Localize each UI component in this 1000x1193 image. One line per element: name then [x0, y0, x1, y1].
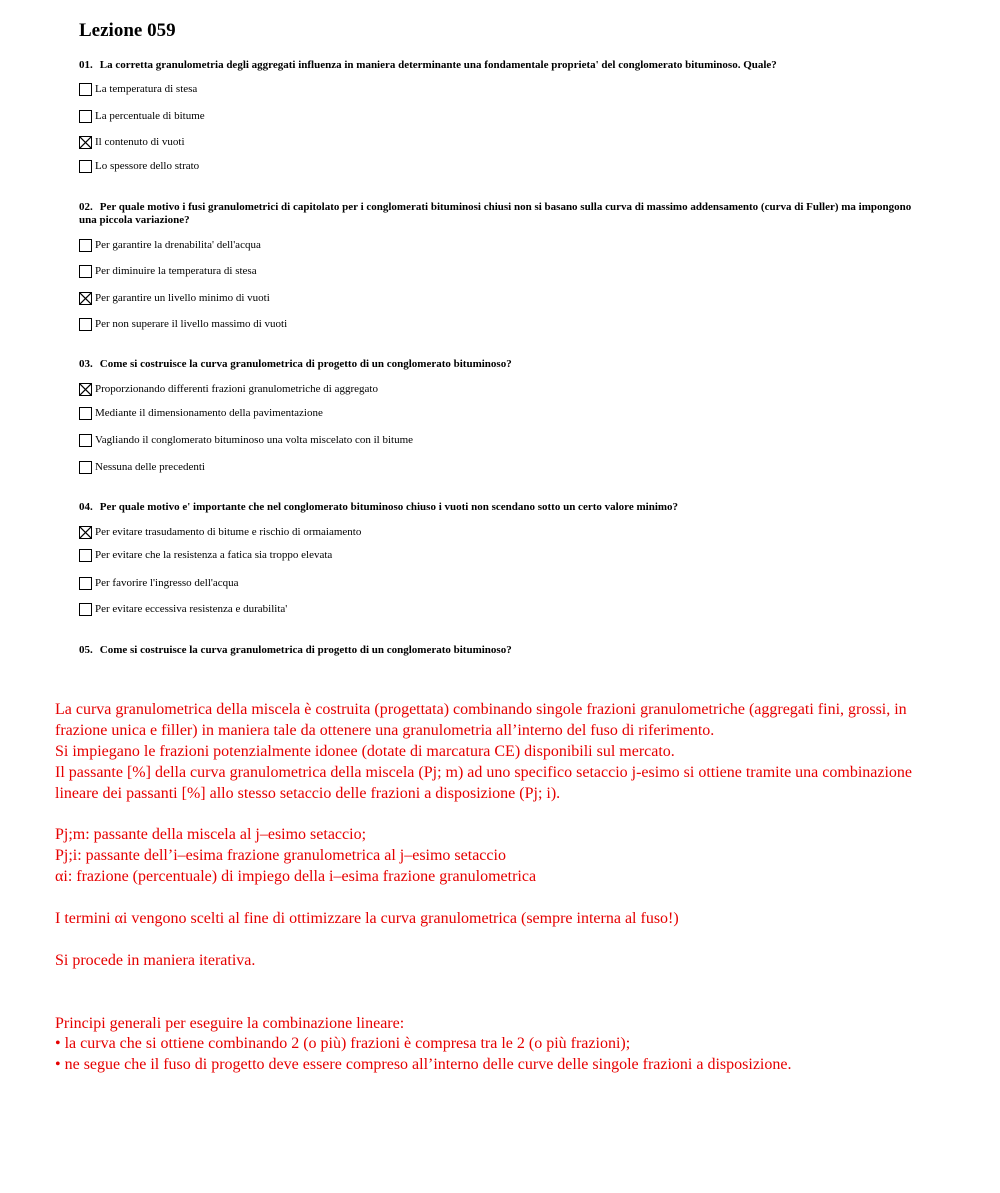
blank-line — [55, 993, 955, 1014]
option-q02-a[interactable] — [79, 237, 261, 253]
page-title: Lezione 059 — [79, 20, 176, 41]
option-label: La temperatura di stesa — [95, 83, 198, 95]
answer-block — [55, 700, 955, 1076]
option-q02-c[interactable] — [79, 290, 270, 306]
bullet-item: • ne segue che il fuso di progetto deve essere compreso all’interno delle curve delle singole frazioni a disposizione. — [55, 1056, 792, 1074]
checkbox[interactable] — [79, 160, 92, 173]
definition-line: αi: frazione (percentuale) di impiego della i–esima frazione granulometrica — [55, 868, 537, 886]
option-label: Per evitare che la resistenza a fatica sia troppo elevata — [95, 549, 333, 561]
blank-line — [55, 930, 955, 951]
question-02 — [79, 201, 914, 227]
checkbox[interactable] — [79, 383, 92, 396]
option-q04-d[interactable] — [79, 601, 287, 617]
option-q03-c[interactable] — [79, 432, 413, 448]
question-03 — [79, 358, 914, 371]
question-number: 01. — [79, 59, 93, 71]
option-label: Il contenuto di vuoti — [95, 136, 185, 148]
option-label: Per non superare il livello massimo di vuoti — [95, 318, 288, 330]
checkbox[interactable] — [79, 526, 92, 539]
checkbox[interactable] — [79, 603, 92, 616]
option-q03-a[interactable] — [79, 381, 378, 397]
option-q04-b[interactable] — [79, 547, 332, 563]
option-q01-b[interactable] — [79, 108, 205, 124]
definition-line: Pj;i: passante dell’i–esima frazione granulometrica al j–esimo setaccio — [55, 847, 506, 865]
checkbox[interactable] — [79, 577, 92, 590]
question-text: La corretta granulometria degli aggregati influenza in maniera determinante una fondamentale proprieta' del conglomerato bituminoso. Quale? — [99, 59, 777, 71]
blank-line — [55, 972, 955, 993]
checkbox[interactable] — [79, 136, 92, 149]
question-number: 02. — [79, 201, 93, 213]
definition-line: Pj;m: passante della miscela al j–esimo setaccio; — [55, 826, 367, 844]
checkbox[interactable] — [79, 292, 92, 305]
answer-paragraph: Si procede in maniera iterativa. — [55, 951, 256, 969]
answer-paragraph: La curva granulometrica della miscela è costruita (progettata) combinando singole frazioni granulometriche (aggregati fini, grossi, in frazione unica e filler) in maniera tale da ottenere una granulometria all’interno del fuso di riferimento. — [55, 701, 907, 739]
option-label: La percentuale di bitume — [95, 110, 205, 122]
option-label: Mediante il dimensionamento della pavimentazione — [95, 407, 323, 419]
option-label: Per evitare trasudamento di bitume e rischio di ormaiamento — [95, 526, 362, 538]
question-text: Per quale motivo e' importante che nel conglomerato bituminoso chiuso i vuoti non scendano sotto un certo valore minimo? — [99, 501, 679, 513]
option-q01-c[interactable] — [79, 134, 185, 150]
option-label: Per garantire un livello minimo di vuoti — [95, 292, 270, 304]
checkmark-x-icon — [80, 384, 91, 395]
option-label: Per favorire l'ingresso dell'acqua — [95, 577, 239, 589]
question-number: 05. — [79, 644, 93, 656]
answer-paragraph: Il passante [%] della curva granulometrica della miscela (Pj; m) ad uno specifico setaccio j-esimo si ottiene tramite una combinazione lineare dei passanti [%] allo stesso setaccio delle frazioni a disposizione (Pj; i). — [55, 763, 913, 802]
option-label: Per diminuire la temperatura di stesa — [95, 265, 257, 277]
question-number: 04. — [79, 501, 93, 513]
option-q04-a[interactable] — [79, 524, 361, 540]
question-05 — [79, 644, 914, 657]
checkmark-x-icon — [80, 527, 91, 538]
option-q03-d[interactable] — [79, 459, 205, 475]
option-q02-b[interactable] — [79, 263, 257, 279]
option-label: Vagliando il conglomerato bituminoso una volta miscelato con il bitume — [95, 434, 414, 446]
option-q01-a[interactable] — [79, 81, 197, 97]
answer-paragraph: Si impiegano le frazioni potenzialmente idonee (dotate di marcatura CE) disponibili sul mercato. — [55, 742, 675, 760]
answer-paragraph: I termini αi vengono scelti al fine di ottimizzare la curva granulometrica (sempre interna al fuso!) — [55, 910, 679, 928]
checkmark-x-icon — [80, 137, 91, 148]
option-q03-b[interactable] — [79, 405, 323, 421]
checkbox[interactable] — [79, 407, 92, 420]
checkbox[interactable] — [79, 434, 92, 447]
option-label: Lo spessore dello strato — [95, 160, 200, 172]
option-label: Nessuna delle precedenti — [95, 461, 205, 473]
principles-heading: Principi generali per eseguire la combinazione lineare: — [55, 1014, 405, 1032]
option-label: Proporzionando differenti frazioni granulometriche di aggregato — [95, 383, 378, 395]
checkbox[interactable] — [79, 110, 92, 123]
checkbox[interactable] — [79, 461, 92, 474]
bullet-item: • la curva che si ottiene combinando 2 (o più) frazioni è compresa tra le 2 (o più frazioni); — [55, 1035, 631, 1053]
checkmark-x-icon — [80, 293, 91, 304]
question-text: Come si costruisce la curva granulometrica di progetto di un conglomerato bituminoso? — [99, 358, 512, 370]
checkbox[interactable] — [79, 239, 92, 252]
checkbox[interactable] — [79, 318, 92, 331]
option-label: Per garantire la drenabilita' dell'acqua — [95, 239, 261, 251]
checkbox[interactable] — [79, 549, 92, 562]
question-01 — [79, 59, 914, 72]
blank-line — [55, 805, 955, 826]
option-q01-d[interactable] — [79, 158, 199, 174]
checkbox[interactable] — [79, 265, 92, 278]
option-q04-c[interactable] — [79, 575, 239, 591]
question-04 — [79, 501, 914, 514]
question-text: Per quale motivo i fusi granulometrici di capitolato per i conglomerati bituminosi chiusi non si basano sulla curva di massimo addensamento (curva di Fuller) ma impongono una piccola variazione? — [79, 201, 912, 226]
checkbox[interactable] — [79, 83, 92, 96]
question-number: 03. — [79, 358, 93, 370]
blank-line — [55, 888, 955, 909]
option-label: Per evitare eccessiva resistenza e durabilita' — [95, 603, 288, 615]
question-text: Come si costruisce la curva granulometrica di progetto di un conglomerato bituminoso? — [99, 644, 512, 656]
option-q02-d[interactable] — [79, 316, 287, 332]
